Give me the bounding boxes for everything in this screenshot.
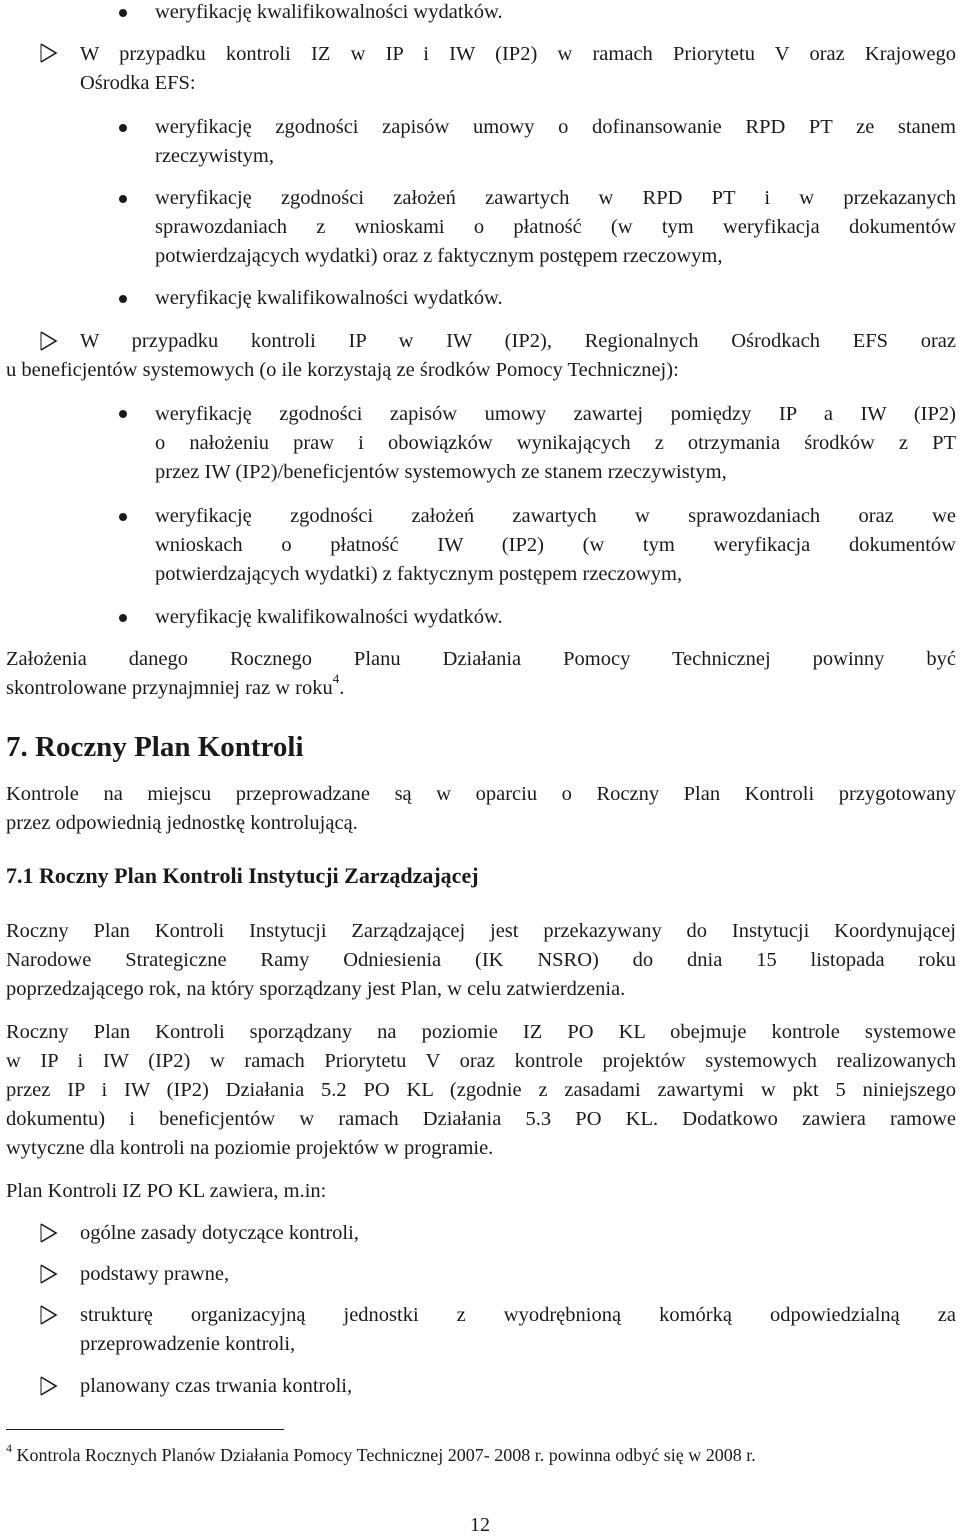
list-item-cont: Ośrodka EFS: <box>80 72 196 94</box>
list-item: weryfikację kwalifikowalności wydatków. <box>155 287 503 309</box>
bullet-icon <box>119 195 127 203</box>
list-item-cont: potwierdzających wydatki) z faktycznym postępem rzeczowym, <box>155 563 683 585</box>
list-item: weryfikację zgodności zapisów umowy o dofinansowanie RPD PT ze stanem <box>155 116 956 138</box>
list-item: weryfikację zgodności założeń zawartych w sprawozdaniach oraz we <box>155 505 956 527</box>
subsection-heading: 7.1 Roczny Plan Kontroli Instytucji Zarządzającej <box>6 863 479 888</box>
paragraph-cont: przez odpowiednią jednostkę kontrolującą. <box>6 812 358 834</box>
list-item: W przypadku kontroli IP w IW (IP2), Regionalnych Ośrodkach EFS oraz <box>80 330 956 352</box>
paragraph-cont: przez IP i IW (IP2) Działania 5.2 PO KL (zgodnie z zasadami zawartymi w pkt 5 niniejszego <box>6 1079 956 1101</box>
paragraph-cont: w IP i IW (IP2) w ramach Priorytetu V oraz kontrole projektów systemowych realizowanych <box>6 1050 956 1072</box>
list-item: weryfikację kwalifikowalności wydatków. <box>155 606 503 628</box>
paragraph-cont: wytyczne dla kontroli na poziomie projektów w programie. <box>6 1137 494 1159</box>
list-item: strukturę organizacyjną jednostki z wyodrębnioną komórką odpowiedzialną za <box>80 1304 956 1326</box>
arrow-bullet-icon <box>39 330 59 352</box>
list-item-cont: przez IW (IP2)/beneficjentów systemowych ze stanem rzeczywistym, <box>155 461 727 483</box>
footnote: $^4$ Kontrola Rocznych Planów Działania Pomocy Technicznej 2007- 2008 r. powinna odbyć się w 2008 r. <box>6 1441 756 1465</box>
list-item: W przypadku kontroli IZ w IP i IW (IP2) w ramach Priorytetu V oraz Krajowego <box>80 43 956 65</box>
page-number: 12 <box>470 1514 490 1536</box>
arrow-bullet-icon <box>39 1222 59 1244</box>
list-item-cont: potwierdzających wydatki) oraz z faktycznym postępem rzeczowym, <box>155 245 723 267</box>
paragraph: Kontrole na miejscu przeprowadzane są w oparciu o Roczny Plan Kontroli przygotowany <box>6 783 956 805</box>
paragraph-cont: dokumentu) i beneficjentów w ramach Działania 5.3 PO KL. Dodatkowo zawiera ramowe <box>6 1108 956 1130</box>
bullet-icon <box>119 9 127 17</box>
list-item: ogólne zasady dotyczące kontroli, <box>80 1222 359 1244</box>
list-item: weryfikację zgodności założeń zawartych w RPD PT i w przekazanych <box>155 187 956 209</box>
bullet-icon <box>119 124 127 132</box>
paragraph: Roczny Plan Kontroli Instytucji Zarządzającej jest przekazywany do Instytucji Koordynującej <box>6 920 956 942</box>
footnote-divider <box>6 1429 284 1430</box>
list-item: weryfikację kwalifikowalności wydatków. <box>155 1 503 23</box>
paragraph-cont: poprzedzającego rok, na który sporządzany jest Plan, w celu zatwierdzenia. <box>6 978 626 1000</box>
paragraph-cont: Narodowe Strategiczne Ramy Odniesienia (IK NSRO) do dnia 15 listopada roku <box>6 949 956 971</box>
arrow-bullet-icon <box>39 1304 59 1326</box>
bullet-icon <box>119 513 127 521</box>
section-heading: 7. Roczny Plan Kontroli <box>6 731 304 763</box>
list-item-cont: przeprowadzenie kontroli, <box>80 1333 296 1355</box>
list-item-cont: sprawozdaniach z wnioskami o płatność (w tym weryfikacja dokumentów <box>155 216 956 238</box>
list-item-cont: wnioskach o płatność IW (IP2) (w tym weryfikacja dokumentów <box>155 534 956 556</box>
bullet-icon <box>119 614 127 622</box>
list-item-cont: u beneficjentów systemowych (o ile korzystają ze środków Pomocy Technicznej): <box>6 359 679 381</box>
list-item: planowany czas trwania kontroli, <box>80 1375 353 1397</box>
list-item: weryfikację zgodności zapisów umowy zawartej pomiędzy IP a IW (IP2) <box>155 403 956 425</box>
arrow-bullet-icon <box>39 42 59 64</box>
list-item-cont: o nałożeniu praw i obowiązków wynikających z otrzymania środków z PT <box>155 432 956 454</box>
arrow-bullet-icon <box>39 1375 59 1397</box>
footnote-ref[interactable]: 4 <box>332 671 340 687</box>
arrow-bullet-icon <box>39 1263 59 1285</box>
bullet-icon <box>119 410 127 418</box>
list-item: podstawy prawne, <box>80 1263 230 1285</box>
paragraph-cont: skontrolowane przynajmniej raz w roku$^4$. <box>6 671 345 699</box>
bullet-icon <box>119 295 127 303</box>
paragraph: Założenia danego Rocznego Planu Działania Pomocy Technicznej powinny być <box>6 648 956 670</box>
paragraph: Roczny Plan Kontroli sporządzany na poziomie IZ PO KL obejmuje kontrole systemowe <box>6 1021 956 1043</box>
list-item-cont: rzeczywistym, <box>155 145 274 167</box>
paragraph: Plan Kontroli IZ PO KL zawiera, m.in: <box>6 1180 327 1202</box>
